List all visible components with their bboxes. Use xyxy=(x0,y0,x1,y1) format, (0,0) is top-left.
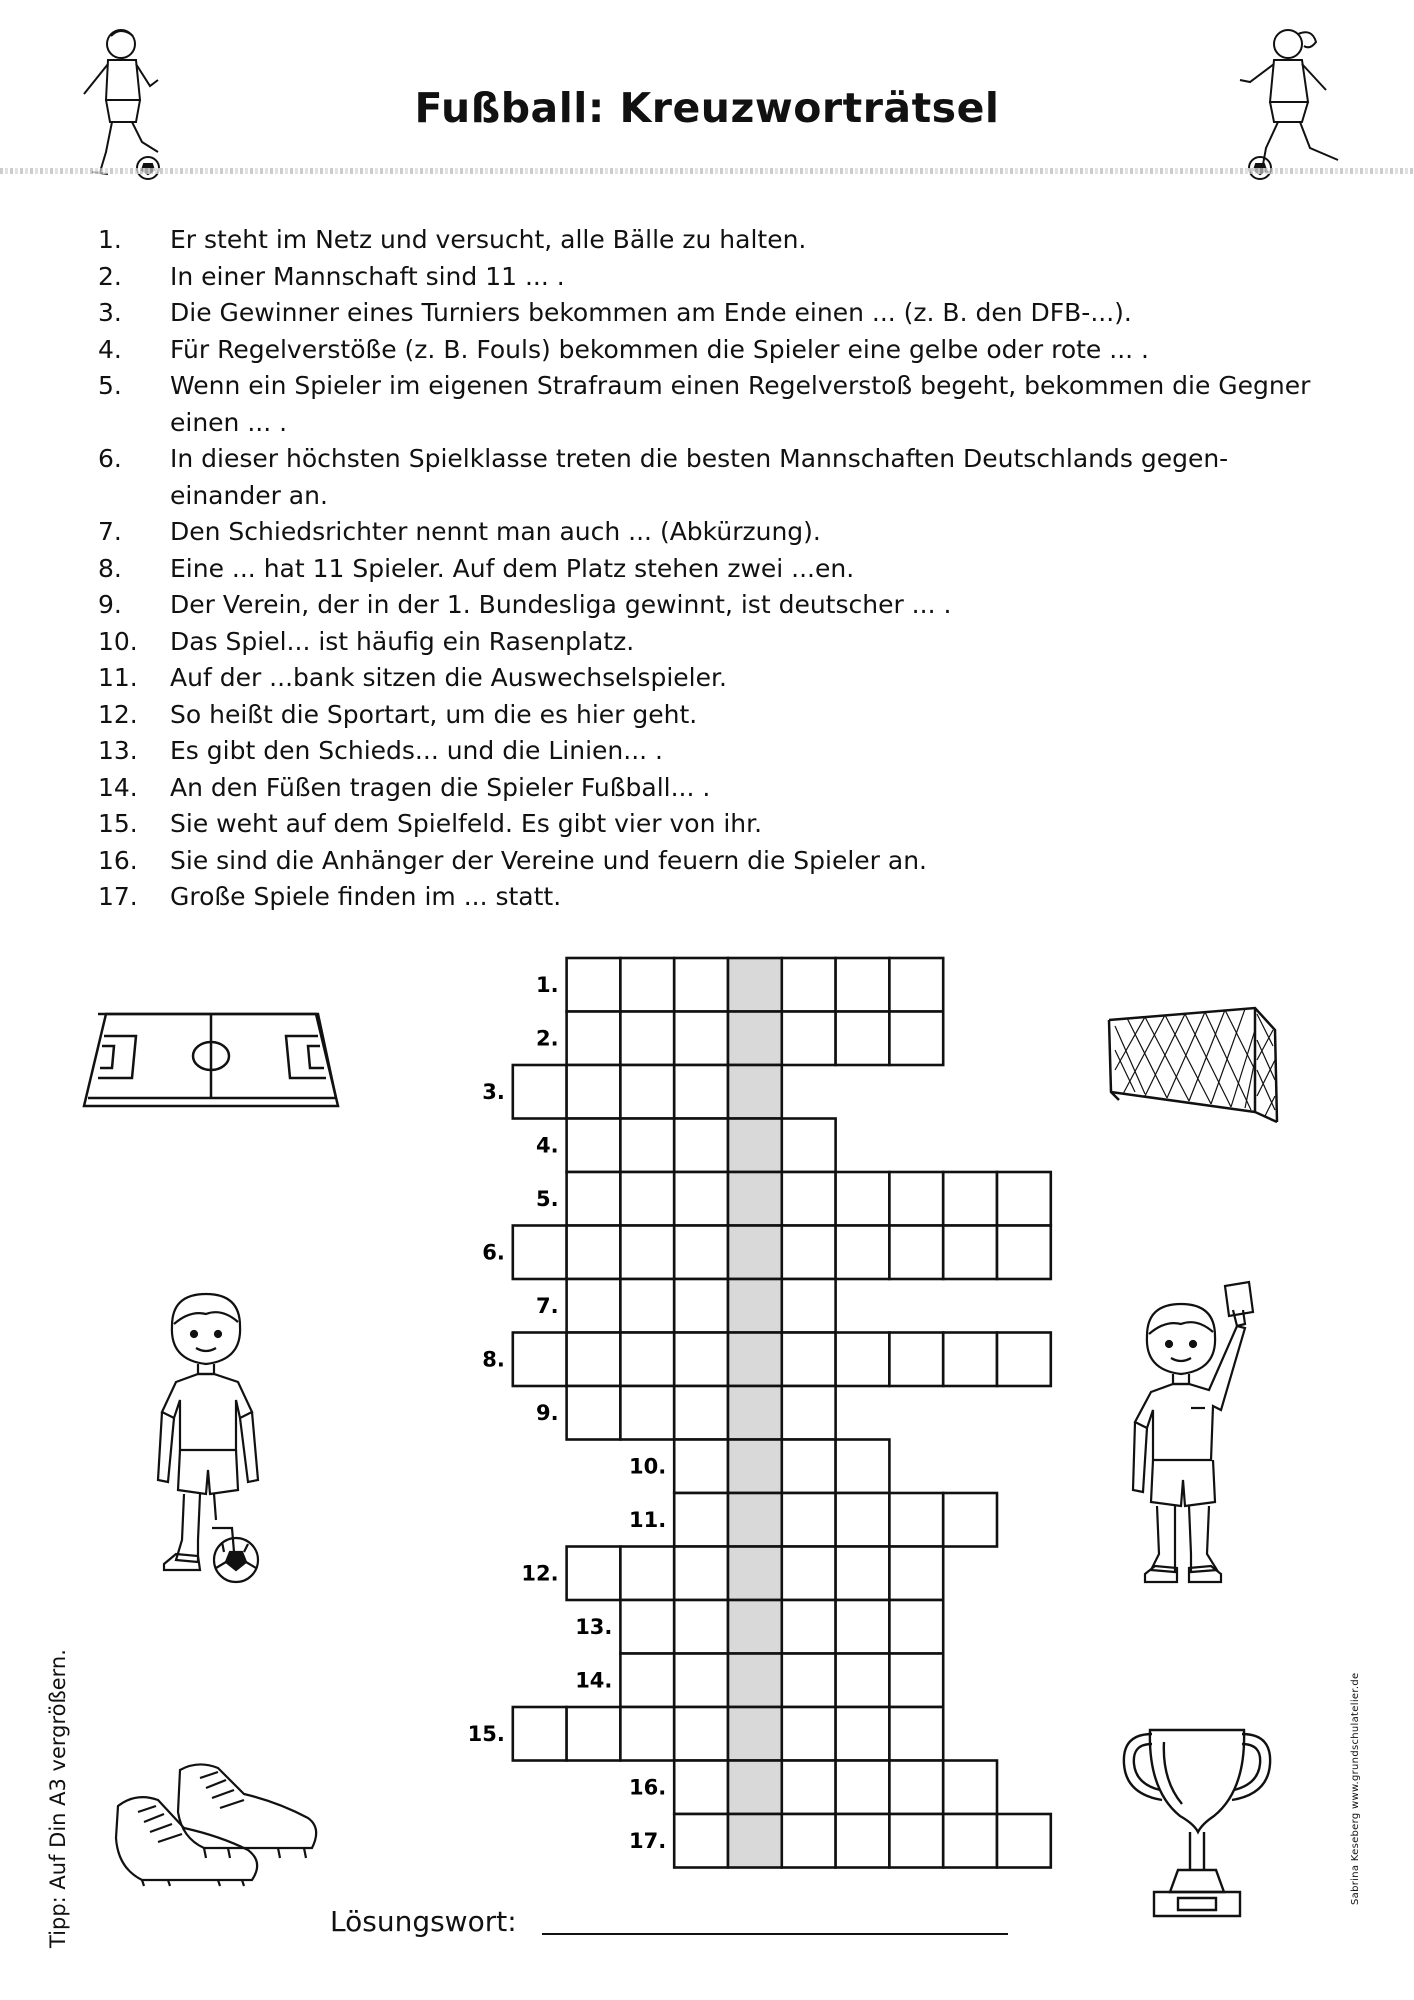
solution-cell[interactable] xyxy=(728,1172,782,1226)
crossword-cell[interactable] xyxy=(674,958,728,1012)
clue-number: 11. xyxy=(98,663,138,692)
clue-text: Das Spiel... ist häufig ein Rasenplatz. xyxy=(170,626,635,656)
crossword-cell[interactable] xyxy=(782,1707,836,1761)
solution-cell[interactable] xyxy=(728,1065,782,1119)
crossword-cell[interactable] xyxy=(836,1172,890,1226)
clue-text: Wenn ein Spieler im eigenen Strafraum einen Regelverstoß begeht, bekommen die Gegner einen ... . xyxy=(170,371,1311,437)
clue-number: 3. xyxy=(98,298,122,327)
clue-item xyxy=(98,514,1338,551)
clue-list xyxy=(98,222,1338,916)
clue-text: Sie weht auf dem Spielfeld. Es gibt vier von ihr. xyxy=(170,809,763,838)
solution-cell[interactable] xyxy=(728,1654,782,1708)
crossword-cell[interactable] xyxy=(567,1707,621,1761)
crossword-cell[interactable] xyxy=(836,1493,890,1547)
crossword-cell[interactable] xyxy=(513,1707,567,1761)
crossword-cell[interactable] xyxy=(620,1333,674,1387)
clue-number: 5. xyxy=(98,371,122,400)
crossword-cell[interactable] xyxy=(674,1065,728,1119)
solution-cell[interactable] xyxy=(728,1761,782,1815)
clue-item xyxy=(98,697,1338,734)
crossword-cell[interactable] xyxy=(943,1333,997,1387)
clue-item xyxy=(98,259,1338,296)
trophy-icon xyxy=(1118,1720,1276,1920)
solution-cell[interactable] xyxy=(728,1119,782,1173)
crossword-cell[interactable] xyxy=(567,1279,621,1333)
clue-item xyxy=(98,295,1338,332)
crossword-cell[interactable] xyxy=(889,1493,943,1547)
crossword-cell[interactable] xyxy=(674,1333,728,1387)
crossword-cell[interactable] xyxy=(674,1279,728,1333)
goal-net-icon xyxy=(1105,1000,1280,1130)
clue-number: 16. xyxy=(98,845,138,875)
crossword-cell[interactable] xyxy=(620,1707,674,1761)
crossword-cell[interactable] xyxy=(782,1547,836,1601)
crossword-row-number: 2. xyxy=(536,1026,559,1051)
clue-number: 8. xyxy=(98,553,122,583)
crossword-cell[interactable] xyxy=(674,1547,728,1601)
solution-cell[interactable] xyxy=(728,1386,782,1440)
crossword-cell[interactable] xyxy=(889,958,943,1012)
solution-cell[interactable] xyxy=(728,1012,782,1066)
crossword-cell[interactable] xyxy=(567,1547,621,1601)
clue-text: In einer Mannschaft sind 11 ... . xyxy=(170,261,565,291)
crossword-cell[interactable] xyxy=(836,1814,890,1868)
clue-text: Den Schiedsrichter nennt man auch ... (Abkürzung). xyxy=(170,517,821,546)
crossword-cell[interactable] xyxy=(782,1814,836,1868)
solution-cell[interactable] xyxy=(728,1600,782,1654)
player-with-ball-icon xyxy=(150,1290,270,1600)
clue-number: 1. xyxy=(98,225,122,254)
crossword-cell[interactable] xyxy=(836,1707,890,1761)
solution-word-label: Lösungswort: xyxy=(330,1905,517,1938)
crossword-cell[interactable] xyxy=(674,1226,728,1280)
clue-text: Eine ... hat 11 Spieler. Auf dem Platz stehen zwei ...en. xyxy=(170,553,855,583)
solution-cell[interactable] xyxy=(728,1493,782,1547)
crossword-cell[interactable] xyxy=(782,1386,836,1440)
page-title: Fußball: Kreuzworträtsel xyxy=(414,84,1000,132)
clue-item xyxy=(98,770,1338,807)
crossword-cell[interactable] xyxy=(567,1386,621,1440)
crossword-cell[interactable] xyxy=(620,1547,674,1601)
crossword-cell[interactable] xyxy=(513,1226,567,1280)
crossword-row-number: 16. xyxy=(628,1775,667,1800)
crossword-row-number: 1. xyxy=(536,972,559,997)
crossword-cell[interactable] xyxy=(513,1333,567,1387)
crossword-cell[interactable] xyxy=(889,1333,943,1387)
crossword-cell[interactable] xyxy=(620,1172,674,1226)
crossword-cell[interactable] xyxy=(782,1493,836,1547)
crossword-cell[interactable] xyxy=(782,1600,836,1654)
crossword-cell[interactable] xyxy=(836,1654,890,1708)
solution-cell[interactable] xyxy=(728,1333,782,1387)
crossword-cell[interactable] xyxy=(620,1279,674,1333)
crossword-row-number: 7. xyxy=(536,1293,559,1318)
author-credit: Sabrina Keseberg www.grundschulatelier.de xyxy=(1350,1672,1361,1905)
clue-number: 7. xyxy=(98,517,122,546)
clue-text: An den Füßen tragen die Spieler Fußball... . xyxy=(170,772,711,802)
crossword-cell[interactable] xyxy=(836,958,890,1012)
crossword-cell[interactable] xyxy=(674,1440,728,1494)
clue-item xyxy=(98,879,1338,916)
clue-number: 10. xyxy=(98,626,138,656)
clue-number: 15. xyxy=(98,809,138,838)
crossword-cell[interactable] xyxy=(782,1440,836,1494)
clue-number: 9. xyxy=(98,590,122,619)
crossword-cell[interactable] xyxy=(674,1814,728,1868)
crossword-cell[interactable] xyxy=(674,1600,728,1654)
crossword-cell[interactable] xyxy=(674,1012,728,1066)
enlarge-tip: Tipp: Auf Din A3 vergrößern. xyxy=(46,1649,70,1948)
crossword-row-number: 12. xyxy=(521,1561,559,1586)
crossword-cell[interactable] xyxy=(997,1172,1051,1226)
clue-text: Sie sind die Anhänger der Vereine und feuern die Spieler an. xyxy=(170,845,928,875)
crossword-cell[interactable] xyxy=(782,1654,836,1708)
crossword-row-number: 17. xyxy=(628,1828,667,1853)
referee-card-icon xyxy=(1125,1280,1265,1600)
crossword-cell[interactable] xyxy=(620,1119,674,1173)
crossword-cell[interactable] xyxy=(620,1065,674,1119)
crossword-cell[interactable] xyxy=(782,1761,836,1815)
clue-number: 6. xyxy=(98,444,122,473)
football-boots-icon xyxy=(108,1758,328,1888)
crossword-cell[interactable] xyxy=(567,1065,621,1119)
crossword-cell[interactable] xyxy=(567,1333,621,1387)
crossword-cell[interactable] xyxy=(836,1600,890,1654)
crossword-cell[interactable] xyxy=(567,958,621,1012)
clue-item xyxy=(98,551,1338,588)
clue-number: 12. xyxy=(98,699,138,729)
crossword-cell[interactable] xyxy=(943,1493,997,1547)
crossword-row-number: 11. xyxy=(628,1507,667,1532)
crossword-cell[interactable] xyxy=(674,1386,728,1440)
crossword-cell[interactable] xyxy=(567,1172,621,1226)
clue-text: In dieser höchsten Spielklasse treten die besten Mannschaften Deutschlands gegen-einander an. xyxy=(170,444,1229,510)
crossword-cell[interactable] xyxy=(836,1333,890,1387)
crossword-cell[interactable] xyxy=(782,1226,836,1280)
crossword-row-number: 10. xyxy=(628,1454,667,1479)
solution-word-input-line[interactable] xyxy=(542,1933,1008,1935)
clue-item xyxy=(98,368,1338,441)
crossword-row-number: 14. xyxy=(575,1668,613,1693)
crossword-cell[interactable] xyxy=(997,1814,1051,1868)
clue-number: 4. xyxy=(98,334,122,364)
crossword-cell[interactable] xyxy=(836,1761,890,1815)
header-divider xyxy=(0,168,1414,174)
crossword-cell[interactable] xyxy=(889,1226,943,1280)
clue-item xyxy=(98,733,1338,770)
clue-item xyxy=(98,843,1338,880)
crossword-cell[interactable] xyxy=(674,1654,728,1708)
solution-cell[interactable] xyxy=(728,1547,782,1601)
clue-text: Auf der ...bank sitzen die Auswechselspieler. xyxy=(170,663,727,692)
crossword-cell[interactable] xyxy=(674,1761,728,1815)
crossword-row-number: 4. xyxy=(536,1133,559,1158)
crossword-cell[interactable] xyxy=(782,1119,836,1173)
crossword-row-number: 3. xyxy=(482,1079,505,1104)
clue-number: 17. xyxy=(98,882,138,911)
crossword-cell[interactable] xyxy=(889,1547,943,1601)
solution-cell[interactable] xyxy=(728,958,782,1012)
crossword-cell[interactable] xyxy=(674,1172,728,1226)
solution-cell[interactable] xyxy=(728,1279,782,1333)
crossword-cell[interactable] xyxy=(782,1279,836,1333)
crossword-cell[interactable] xyxy=(889,1814,943,1868)
crossword-cell[interactable] xyxy=(620,1226,674,1280)
crossword-cell[interactable] xyxy=(889,1172,943,1226)
solution-cell[interactable] xyxy=(728,1226,782,1280)
crossword-cell[interactable] xyxy=(620,958,674,1012)
crossword-row-number: 15. xyxy=(467,1721,505,1746)
crossword-row-number: 13. xyxy=(575,1614,613,1639)
clue-item xyxy=(98,222,1338,259)
football-pitch-icon xyxy=(80,1010,342,1110)
crossword-cell[interactable] xyxy=(836,1547,890,1601)
clue-item xyxy=(98,441,1338,514)
crossword-cell[interactable] xyxy=(620,1654,674,1708)
crossword-cell[interactable] xyxy=(620,1386,674,1440)
clue-text: Große Spiele finden im ... statt. xyxy=(170,882,562,911)
crossword-cell[interactable] xyxy=(567,1012,621,1066)
clue-item xyxy=(98,587,1338,624)
crossword-cell[interactable] xyxy=(782,1172,836,1226)
crossword-cell[interactable] xyxy=(567,1119,621,1173)
clue-number: 13. xyxy=(98,736,138,765)
crossword-cell[interactable] xyxy=(997,1226,1051,1280)
clue-number: 2. xyxy=(98,261,122,291)
clue-text: Es gibt den Schieds... und die Linien... . xyxy=(170,736,663,765)
crossword-cell[interactable] xyxy=(513,1065,567,1119)
crossword-cell[interactable] xyxy=(889,1654,943,1708)
clue-number: 14. xyxy=(98,772,138,802)
clue-item xyxy=(98,806,1338,843)
crossword-cell[interactable] xyxy=(567,1226,621,1280)
crossword-cell[interactable] xyxy=(782,1012,836,1066)
crossword-cell[interactable] xyxy=(889,1707,943,1761)
crossword-cell[interactable] xyxy=(836,1012,890,1066)
crossword-cell[interactable] xyxy=(943,1226,997,1280)
crossword-cell[interactable] xyxy=(889,1600,943,1654)
crossword-cell[interactable] xyxy=(836,1440,890,1494)
clue-text: Die Gewinner eines Turniers bekommen am Ende einen ... (z. B. den DFB-...). xyxy=(170,298,1132,327)
crossword-row-number: 6. xyxy=(482,1240,505,1265)
crossword-cell[interactable] xyxy=(997,1333,1051,1387)
crossword-cell[interactable] xyxy=(943,1761,997,1815)
solution-cell[interactable] xyxy=(728,1814,782,1868)
crossword-cell[interactable] xyxy=(943,1814,997,1868)
crossword-cell[interactable] xyxy=(620,1012,674,1066)
crossword-cell[interactable] xyxy=(782,958,836,1012)
crossword-cell[interactable] xyxy=(674,1707,728,1761)
solution-cell[interactable] xyxy=(728,1707,782,1761)
clue-text: Für Regelverstöße (z. B. Fouls) bekommen die Spieler eine gelbe oder rote ... . xyxy=(170,334,1149,364)
clue-item xyxy=(98,332,1338,369)
crossword-row-number: 5. xyxy=(536,1186,559,1211)
crossword-cell[interactable] xyxy=(620,1600,674,1654)
clue-text: Der Verein, der in der 1. Bundesliga gewinnt, ist deutscher ... . xyxy=(170,590,952,619)
crossword-cell[interactable] xyxy=(782,1333,836,1387)
clue-text: Er steht im Netz und versucht, alle Bälle zu halten. xyxy=(170,225,807,254)
clue-text: So heißt die Sportart, um die es hier geht. xyxy=(170,699,698,729)
crossword-cell[interactable] xyxy=(836,1226,890,1280)
crossword-cell[interactable] xyxy=(943,1172,997,1226)
clue-item xyxy=(98,660,1338,697)
crossword-cell[interactable] xyxy=(889,1012,943,1066)
clue-item xyxy=(98,624,1338,661)
crossword-row-number: 8. xyxy=(482,1347,505,1372)
solution-cell[interactable] xyxy=(728,1440,782,1494)
crossword-cell[interactable] xyxy=(674,1119,728,1173)
crossword-cell[interactable] xyxy=(674,1493,728,1547)
crossword-row-number: 9. xyxy=(536,1400,559,1425)
crossword-cell[interactable] xyxy=(889,1761,943,1815)
